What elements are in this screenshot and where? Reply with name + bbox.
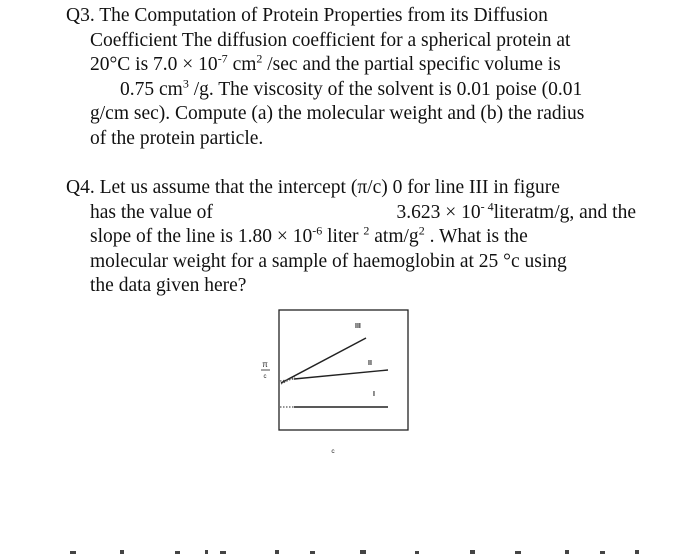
question-4 bbox=[66, 176, 636, 299]
y-label-numerator: π bbox=[262, 360, 268, 369]
q4-line-2 bbox=[66, 201, 636, 226]
q4-line-3: slope of the line is $1.80 \times 10^{-6}$ liter $^2$ atm/$g^2$ . What is the bbox=[90, 223, 528, 247]
figure-frame bbox=[279, 310, 408, 430]
x-label: c bbox=[331, 448, 335, 455]
line-label-I: I bbox=[373, 391, 375, 398]
q3-line-5: g/cm sec). Compute (a) the molecular weight and (b) the radius bbox=[90, 103, 585, 124]
q4-line-4: molecular weight for a sample of haemoglobin at 25 °c using bbox=[90, 250, 567, 272]
q3-line-2: Coefficient The diffusion coefficient for a spherical protein at bbox=[90, 29, 571, 51]
q4-line-1: Q4. Let us assume that the intercept (π/c) 0 for line III in figure bbox=[66, 177, 560, 198]
y-label-denominator: c bbox=[263, 374, 267, 380]
q3-line-1: Q3. The Computation of Protein Properties from its Diffusion bbox=[66, 5, 548, 26]
q4-line-2-left: has the value of bbox=[90, 201, 213, 223]
q4-line-2-right: $3.623 \times 10^{- 4}literatm/g$, and the bbox=[396, 199, 636, 223]
q3-line-4: 0.75 $cm^3$ /g. The viscosity of the solvent is 0.01 poise (0.01 bbox=[120, 76, 583, 100]
line-II bbox=[294, 370, 388, 379]
q4-line-5: the data given here? bbox=[90, 275, 247, 296]
osmotic-pressure-figure bbox=[250, 300, 410, 470]
cut-off-next-line bbox=[60, 545, 650, 554]
q3-line-6: of the protein particle. bbox=[90, 127, 264, 149]
line-label-II: II bbox=[368, 360, 372, 367]
question-3 bbox=[66, 4, 636, 151]
q3-line-3: 20°C is $7.0 \times 10^{-7}$ $cm^2$ /sec and the partial specific volume is bbox=[90, 51, 561, 75]
line-label-III: III bbox=[355, 323, 361, 330]
